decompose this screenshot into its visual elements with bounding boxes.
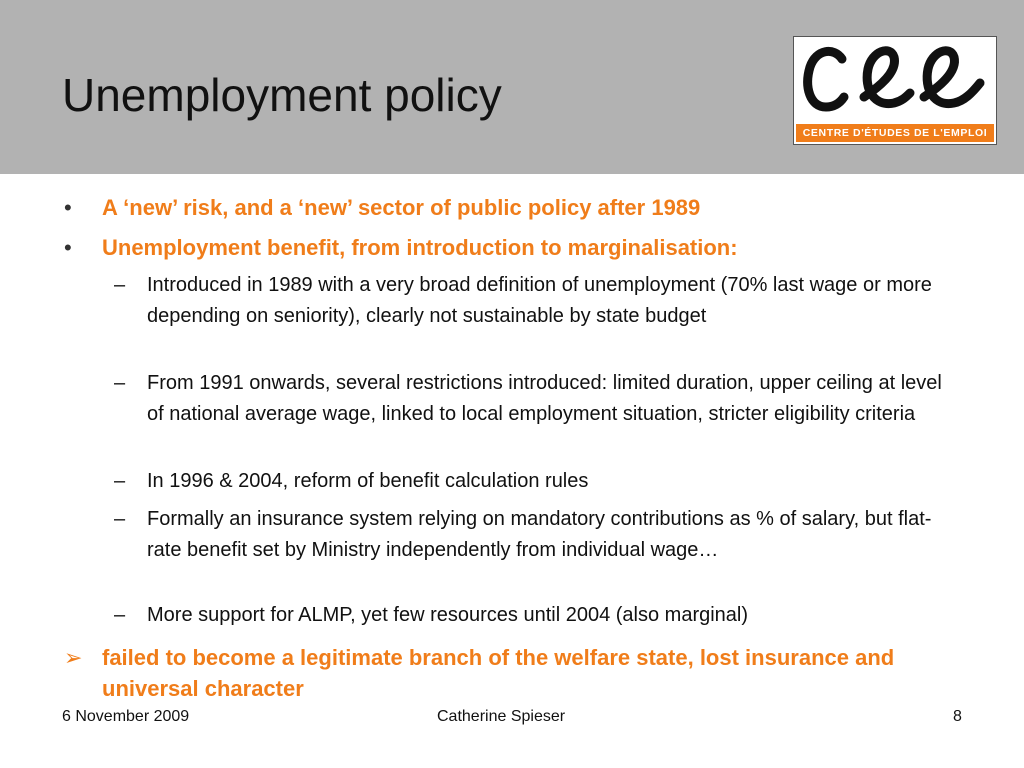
sub-bullet-marker: – xyxy=(114,508,126,530)
cee-logo xyxy=(793,36,997,145)
footer-author: Catherine Spieser xyxy=(437,708,566,725)
bullet-item xyxy=(64,232,982,263)
sub-bullet-item xyxy=(114,466,957,497)
bullet-marker: • xyxy=(64,235,72,260)
sub-bullet-text: More support for ALMP, yet few resources until 2004 (also marginal) xyxy=(147,604,749,626)
sub-bullet-item xyxy=(114,270,957,332)
conclusion-bullet xyxy=(64,642,952,704)
title-bar xyxy=(0,0,1024,174)
arrow-bullet-icon: ➢ xyxy=(64,645,83,670)
sub-bullet-marker: – xyxy=(114,470,126,492)
sub-bullet-text: In 1996 & 2004, reform of benefit calculation rules xyxy=(147,470,589,492)
footer-date: 6 November 2009 xyxy=(62,708,190,725)
sub-bullet-marker: – xyxy=(114,274,126,296)
sub-bullet-item xyxy=(114,600,957,631)
sub-bullet-text: Introduced in 1989 with a very broad definition of unemployment (70% last wage or more depending on seniority), clearly not sustainable by state budget xyxy=(147,274,932,327)
sub-bullet-marker: – xyxy=(114,372,126,394)
conclusion-text: failed to become a legitimate branch of the welfare state, lost insurance and universal character xyxy=(102,645,895,701)
sub-bullet-marker: – xyxy=(114,604,126,626)
logo-band-text: CENTRE D'ÉTUDES DE L'EMPLOI xyxy=(796,124,994,142)
sub-bullet-text: From 1991 onwards, several restrictions introduced: limited duration, upper ceiling at level of national average wage, linked to local employment situation, stricter eligibility criteria xyxy=(147,372,942,425)
sub-bullet-item xyxy=(114,504,957,566)
bullet-marker: • xyxy=(64,195,72,220)
slide-title: Unemployment policy xyxy=(62,69,502,121)
bullet-text: A ‘new’ risk, and a ‘new’ sector of public policy after 1989 xyxy=(102,195,701,220)
footer-page-number: 8 xyxy=(953,708,962,725)
sub-bullet-item xyxy=(114,368,957,430)
sub-bullet-text: Formally an insurance system relying on mandatory contributions as % of salary, but flat-rate benefit set by Ministry independently from individual wage… xyxy=(147,508,932,561)
bullet-item xyxy=(64,192,982,223)
cee-logo-script-icon xyxy=(794,37,996,125)
bullet-text: Unemployment benefit, from introduction to marginalisation: xyxy=(102,235,738,260)
